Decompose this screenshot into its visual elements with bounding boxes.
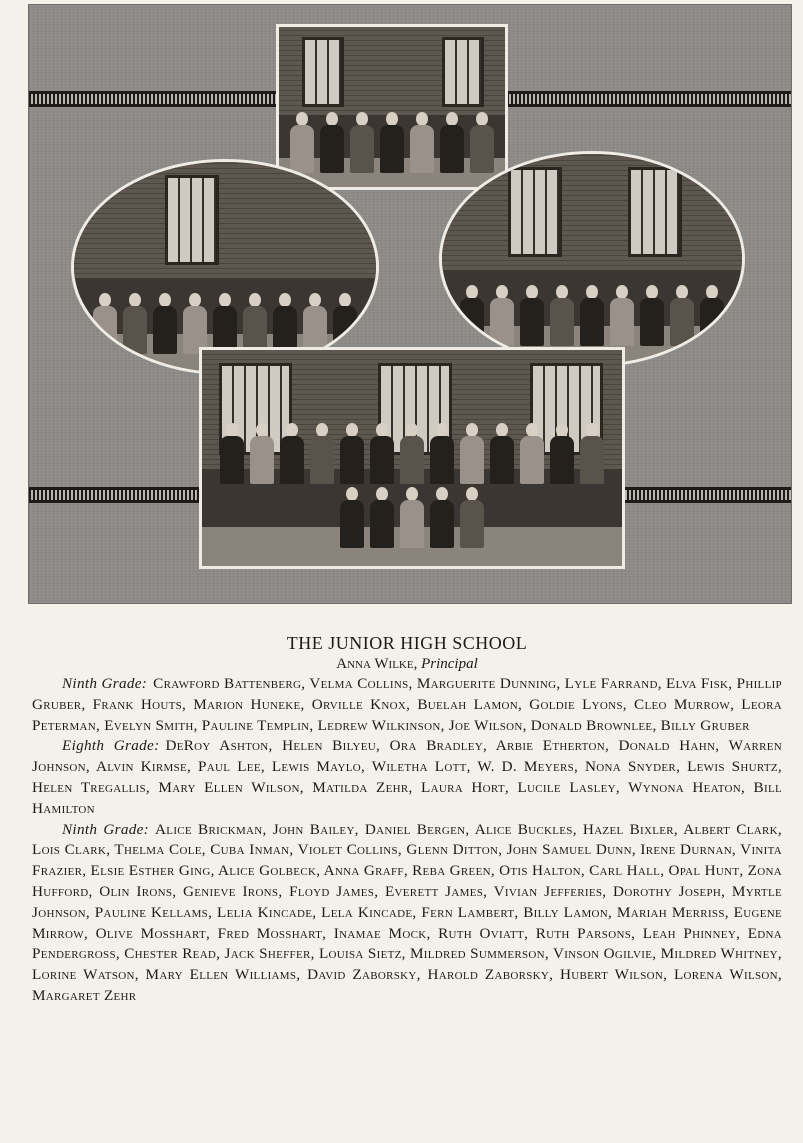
class-photo-left-oval <box>71 159 379 375</box>
page-title: THE JUNIOR HIGH SCHOOL <box>286 633 528 653</box>
caption-block <box>32 632 782 1007</box>
grade-label: Eighth Grade: <box>62 737 160 755</box>
principal-role: Principal <box>421 656 478 672</box>
grade-paragraph <box>32 674 782 736</box>
student-names: Alice Brickman, John Bailey, Daniel Bergen, Alice Buckles, Hazel Bixler, Albert Clark, Lois Clark, Thelma Cole, Cuba Inman, Violet Collins, Glenn Ditton, John Samuel Dunn, Irene Durnan, Vinita Frazier, Elsie Esther Ging, Alice Golbeck, Anna Graff, Reba Green, Otis Halton, Carl Hall, Opal Hunt, Zona Hufford, Olin Irons, Genieve Irons, Floyd James, Everett James, Vivian Jefferies, Dorothy Joseph, Myrtle Johnson, Pauline Kellams, Lelia Kincade, Lela Kincade, Fern Lambert, Billy Lamon, Mariah Merriss, Eugene Mirrow, Olive Mosshart, Fred Mosshart, Inamae Mock, Ruth Oviatt, Ruth Parsons, Leah Phinney, Edna Pendergross, Chester Read, Jack Sheffer, Louisa Sietz, Mildred Summerson, Vinson Ogilvie, Mildred Whitney, Lorine Watson, Mary Ellen Williams, David Zaborsky, Harold Zaborsky, Hubert Wilson, Lorena Wilson, Margaret Zehr <box>32 820 782 1004</box>
photo-plate <box>28 4 792 604</box>
decorative-band-bottom-left <box>29 487 201 503</box>
grade-label: Ninth Grade: <box>62 675 148 692</box>
grade-paragraph <box>32 736 782 819</box>
class-photo-right-oval <box>439 151 745 367</box>
student-names: Crawford Battenberg, Velma Collins, Marguerite Dunning, Lyle Farrand, Elva Fisk, Phillip Gruber, Frank Houts, Marion Huneke, Orville Knox, Buelah Lamon, Goldie Lyons, Cleo Murrow, Leora Peterman, Evelyn Smith, Pauline Templin, Ledrew Wilkinson, Joe Wilson, Donald Brownlee, Billy Gruber <box>32 675 782 734</box>
principal-line <box>32 654 782 674</box>
grade-label: Ninth Grade: <box>62 820 150 838</box>
principal-name: Anna Wilke, <box>336 656 418 672</box>
student-names: DeRoy Ashton, Helen Bilyeu, Ora Bradley, Arbie Etherton, Donald Hahn, Warren Johnson, Alvin Kirmse, Paul Lee, Lewis Maylo, Wiletha Lott, W. D. Meyers, Nona Snyder, Lewis Shurtz, Helen Tregallis, Mary Ellen Wilson, Matilda Zehr, Laura Hort, Lucile Lasley, Wynona Heaton, Bill Hamilton <box>32 737 782 817</box>
decorative-band-top-right <box>507 91 791 107</box>
decorative-band-top-left <box>29 91 277 107</box>
grade-paragraph <box>32 820 782 1007</box>
class-photo-bottom <box>199 347 625 569</box>
decorative-band-bottom-right <box>623 487 791 503</box>
